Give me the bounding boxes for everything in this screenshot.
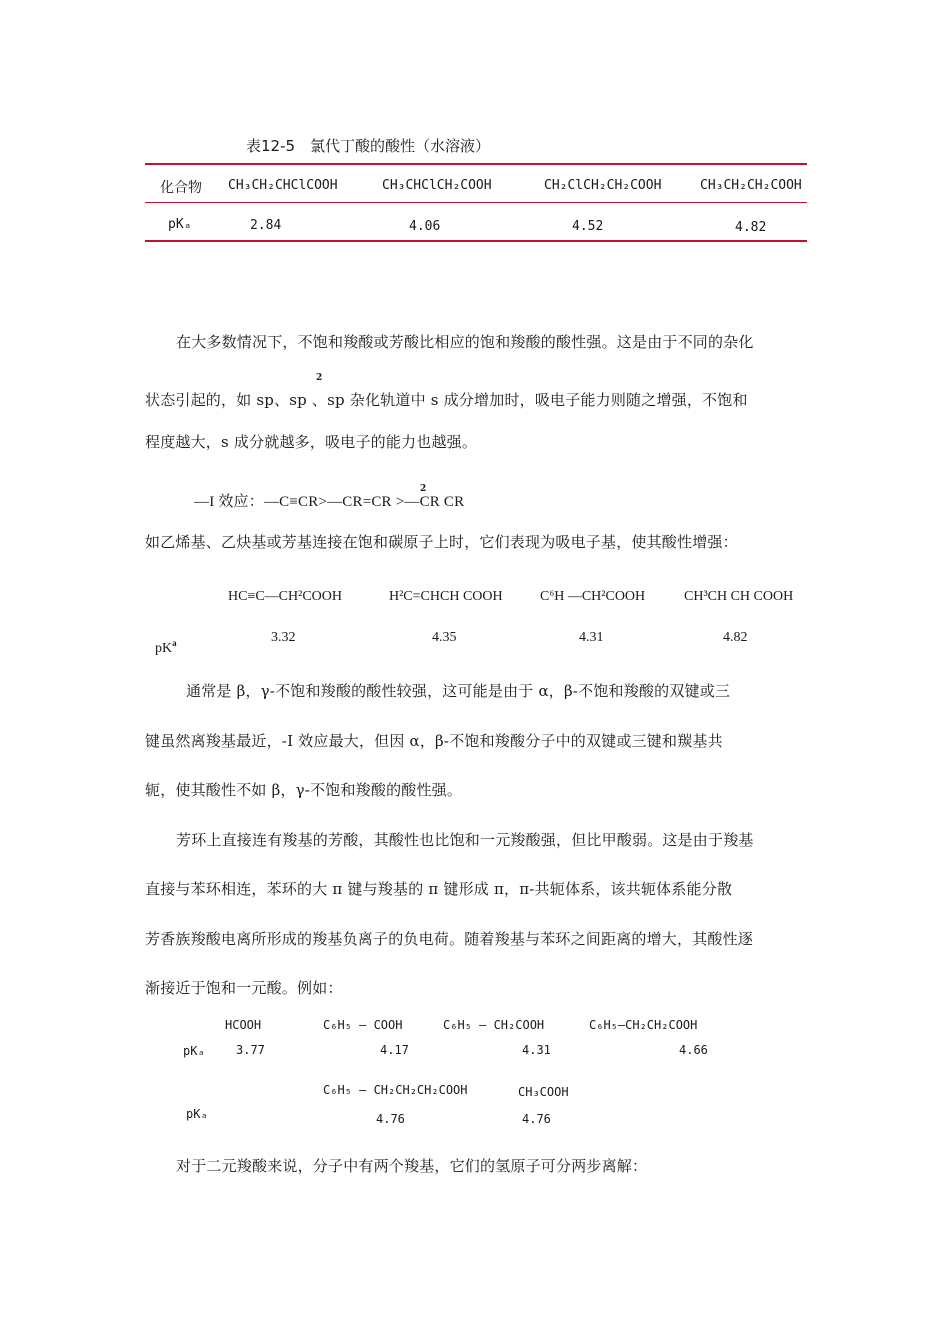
pk-label-sup: a — [172, 638, 177, 648]
paragraph-line: 芳香族羧酸电离所形成的羧基负离子的负电荷。随着羧基与苯环之间距离的增大，其酸性逐 — [145, 930, 754, 948]
pka-value: 4.31 — [522, 1043, 551, 1057]
pka-value: 4.31 — [579, 630, 604, 645]
formula: C₆H₅ — COOH — [323, 1018, 403, 1032]
formula: C₆H₅ — CH₂CH₂CH₂COOH — [323, 1083, 468, 1097]
pka-value: 4.76 — [376, 1112, 405, 1126]
table-column-4: CH₃CH₂CH₂COOH — [700, 178, 802, 193]
pka-value: 4.82 — [723, 630, 748, 645]
pka-value: 4.76 — [522, 1112, 551, 1126]
formula: C₆H₅—CH₂CH₂COOH — [589, 1018, 698, 1032]
formula: CH₃COOH — [518, 1085, 569, 1099]
pk-label: pKₐ — [183, 1044, 205, 1058]
paragraph-line: 通常是 β，γ-不饱和羧酸的酸性较强，这可能是由于 α，β-不饱和羧酸的双键或三 — [186, 682, 731, 700]
pk-label-text: pK — [155, 641, 173, 656]
pka-value: 3.32 — [271, 630, 296, 645]
pka-value: 4.66 — [679, 1043, 708, 1057]
formula: C⁶H —CH²COOH — [540, 589, 646, 604]
paragraph-line: 芳环上直接连有羧基的芳酸，其酸性也比饱和一元羧酸强，但比甲酸弱。这是由于羧基 — [176, 831, 754, 849]
table-value-2: 4.06 — [409, 219, 441, 234]
table-value-3: 4.52 — [572, 219, 604, 234]
paragraph-line: 对于二元羧酸来说，分子中有两个羧基，它们的氢原子可分两步离解： — [176, 1157, 648, 1175]
pka-value: 3.77 — [236, 1043, 265, 1057]
table-column-2: CH₃CHClCH₂COOH — [382, 178, 492, 193]
superscript: 2 — [316, 373, 323, 383]
table-header-label: 化合物 — [160, 180, 202, 196]
paragraph-line: 键虽然离羧基最近，-I 效应最大，但因 α，β-不饱和羧酸分子中的双键或三键和羰基共 — [145, 732, 723, 750]
table-top-rule — [145, 163, 807, 165]
superscript: 2 — [420, 484, 427, 494]
effect-line: —I 效应：—C≡CR>—CR=CR >—CR CR — [194, 494, 465, 510]
pka-value: 4.17 — [380, 1043, 409, 1057]
table-row-label: pKₐ — [168, 217, 192, 232]
formula: CH³CH CH COOH — [684, 589, 794, 604]
table-bottom-rule — [145, 240, 807, 242]
paragraph-line: 直接与苯环相连，苯环的大 π 键与羧基的 π 键形成 π，π-共轭体系，该共轭体系能分散 — [145, 880, 733, 898]
table-value-4: 4.82 — [735, 220, 767, 235]
paragraph-line: 在大多数情况下，不饱和羧酸或芳酸比相应的饱和羧酸的酸性强。这是由于不同的杂化 — [176, 333, 754, 351]
formula: HCOOH — [225, 1018, 262, 1032]
paragraph-line: 轭，使其酸性不如 β，γ-不饱和羧酸的酸性强。 — [145, 781, 463, 799]
paragraph-line: 状态引起的，如 sp、sp 、sp 杂化轨道中 s 成分增加时，吸电子能力则随之增强，不饱和 — [145, 391, 748, 409]
paragraph-line: 程度越大，s 成分就越多，吸电子的能力也越强。 — [145, 433, 478, 451]
formula: C₆H₅ — CH₂COOH — [443, 1018, 545, 1032]
table-caption: 表12-5 氯代丁酸的酸性（水溶液） — [246, 137, 491, 155]
paragraph-line: 如乙烯基、乙炔基或芳基连接在饱和碳原子上时，它们表现为吸电子基，使其酸性增强： — [145, 533, 738, 551]
table-column-1: CH₃CH₂CHClCOOH — [228, 178, 338, 193]
paragraph-line: 渐接近于饱和一元酸。例如： — [145, 979, 343, 997]
formula: HC≡C—CH²COOH — [228, 589, 342, 604]
formula: H²C=CHCH COOH — [389, 589, 503, 604]
pka-value: 4.35 — [432, 630, 457, 645]
pk-label — [155, 638, 177, 657]
table-mid-rule — [145, 202, 807, 203]
table-column-3: CH₂ClCH₂CH₂COOH — [544, 178, 662, 193]
pk-label: pKₐ — [186, 1107, 208, 1121]
table-value-1: 2.84 — [250, 218, 282, 233]
